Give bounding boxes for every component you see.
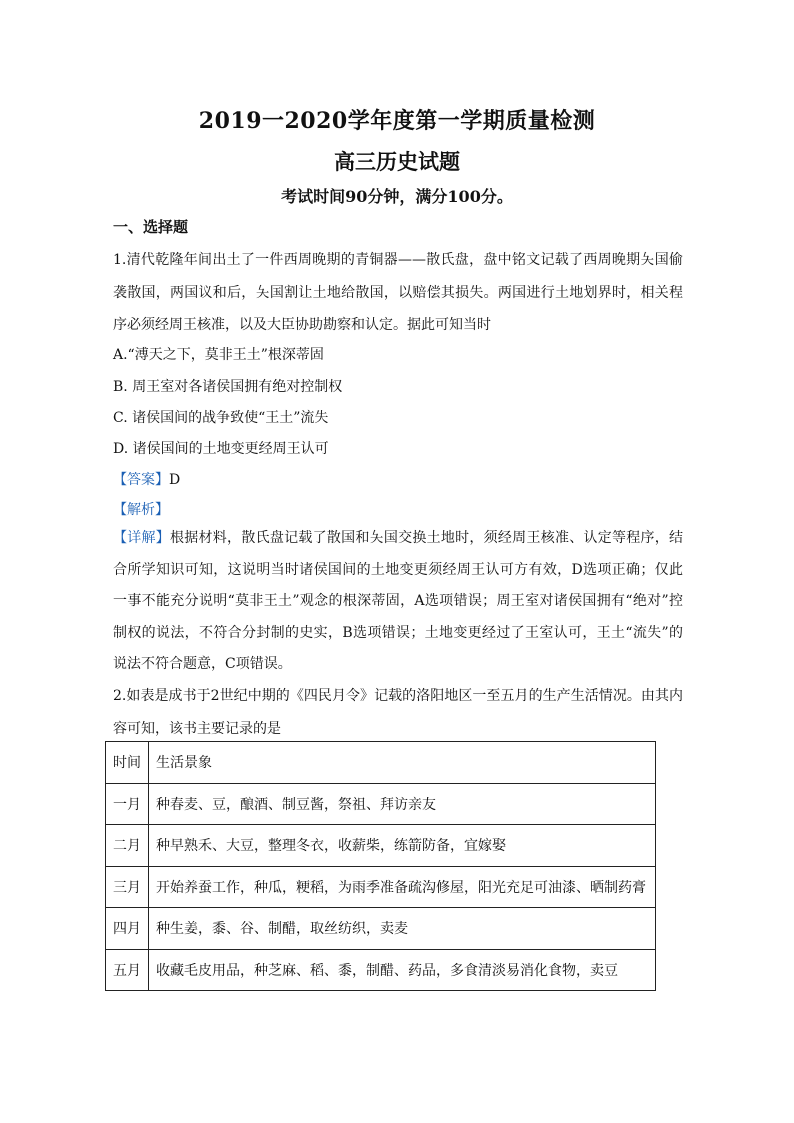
table-cell: 种生姜，黍、谷、制醋，取丝纺织，卖麦 (149, 908, 656, 950)
table-cell: 种早熟禾、大豆，整理冬衣，收薪柴，练箭防备，宜嫁娶 (149, 825, 656, 867)
table-row (106, 866, 656, 908)
calendar-table (105, 741, 656, 991)
analysis-line (113, 499, 169, 519)
question-2-stem: 2.如表是成书于2世纪中期的《四民月令》记载的洛阳地区一至五月的生产生活情况。由其内容可知，该书主要记录的是 (113, 688, 683, 737)
table-cell: 二月 (106, 825, 149, 867)
exam-title: 2019一2020学年度第一学期质量检测 (198, 108, 596, 134)
table-header-row (106, 742, 656, 784)
detail-text: 根据材料，散氏盘记载了散国和夨国交换土地时，须经周王核准、认定等程序，结合所学知识可知，这说明当时诸侯国间的土地变更须经周王认可方有效，D选项正确；仅此一事不能充分说明“莫非王土”观念的根深蒂固，A选项错误；周王室对诸侯国拥有“绝对”控制权的说法，不符合分封制的史实，B选项错误；土地变更经过了王室认可，王土“流失”的说法不符合题意，C项错误。 (113, 530, 684, 672)
analysis-tag: 【解析】 (113, 502, 169, 518)
table-row (106, 825, 656, 867)
table-row (106, 783, 656, 825)
option-a: A.“溥天之下，莫非王土”根深蒂固 (113, 347, 324, 363)
exam-info: 考试时间90分钟，满分100分。 (281, 187, 513, 206)
table-cell: 五月 (106, 949, 149, 991)
answer-line (113, 469, 180, 489)
table-cell: 收藏毛皮用品，种芝麻、稻、黍，制醋、药品，多食清淡易消化食物，卖豆 (149, 949, 656, 991)
option-c: C. 诸侯国间的战争致使“王土”流失 (113, 410, 329, 426)
table-cell: 三月 (106, 866, 149, 908)
detail-paragraph (113, 523, 683, 681)
table-cell: 开始养蚕工作，种瓜，粳稻，为雨季准备疏沟修屋，阳光充足可油漆、晒制药膏 (149, 866, 656, 908)
table-cell: 种春麦、豆，酿酒、制豆酱，祭祖、拜访亲友 (149, 783, 656, 825)
detail-tag: 【详解】 (113, 530, 171, 546)
option-d: D. 诸侯国间的土地变更经周王认可 (113, 441, 329, 457)
exam-subtitle: 高三历史试题 (334, 149, 460, 174)
table-header-cell: 生活景象 (149, 742, 656, 784)
section-title: 一、选择题 (113, 218, 189, 236)
table-cell: 一月 (106, 783, 149, 825)
option-b: B. 周王室对各诸侯国拥有绝对控制权 (113, 379, 343, 395)
table-row (106, 949, 656, 991)
table-header-cell: 时间 (106, 742, 149, 784)
table-row (106, 908, 656, 950)
answer-value: D (169, 472, 181, 488)
table-cell: 四月 (106, 908, 149, 950)
answer-tag: 【答案】 (113, 472, 169, 488)
question-1-stem: 1.清代乾隆年间出土了一件西周晚期的青铜器——散氏盘，盘中铭文记载了西周晚期夨国偷袭散国，两国议和后，夨国割让土地给散国，以赔偿其损失。两国进行土地划界时，相关程序必须经周王核准，以及大臣协助勘察和认定。据此可知当时 (113, 252, 683, 333)
